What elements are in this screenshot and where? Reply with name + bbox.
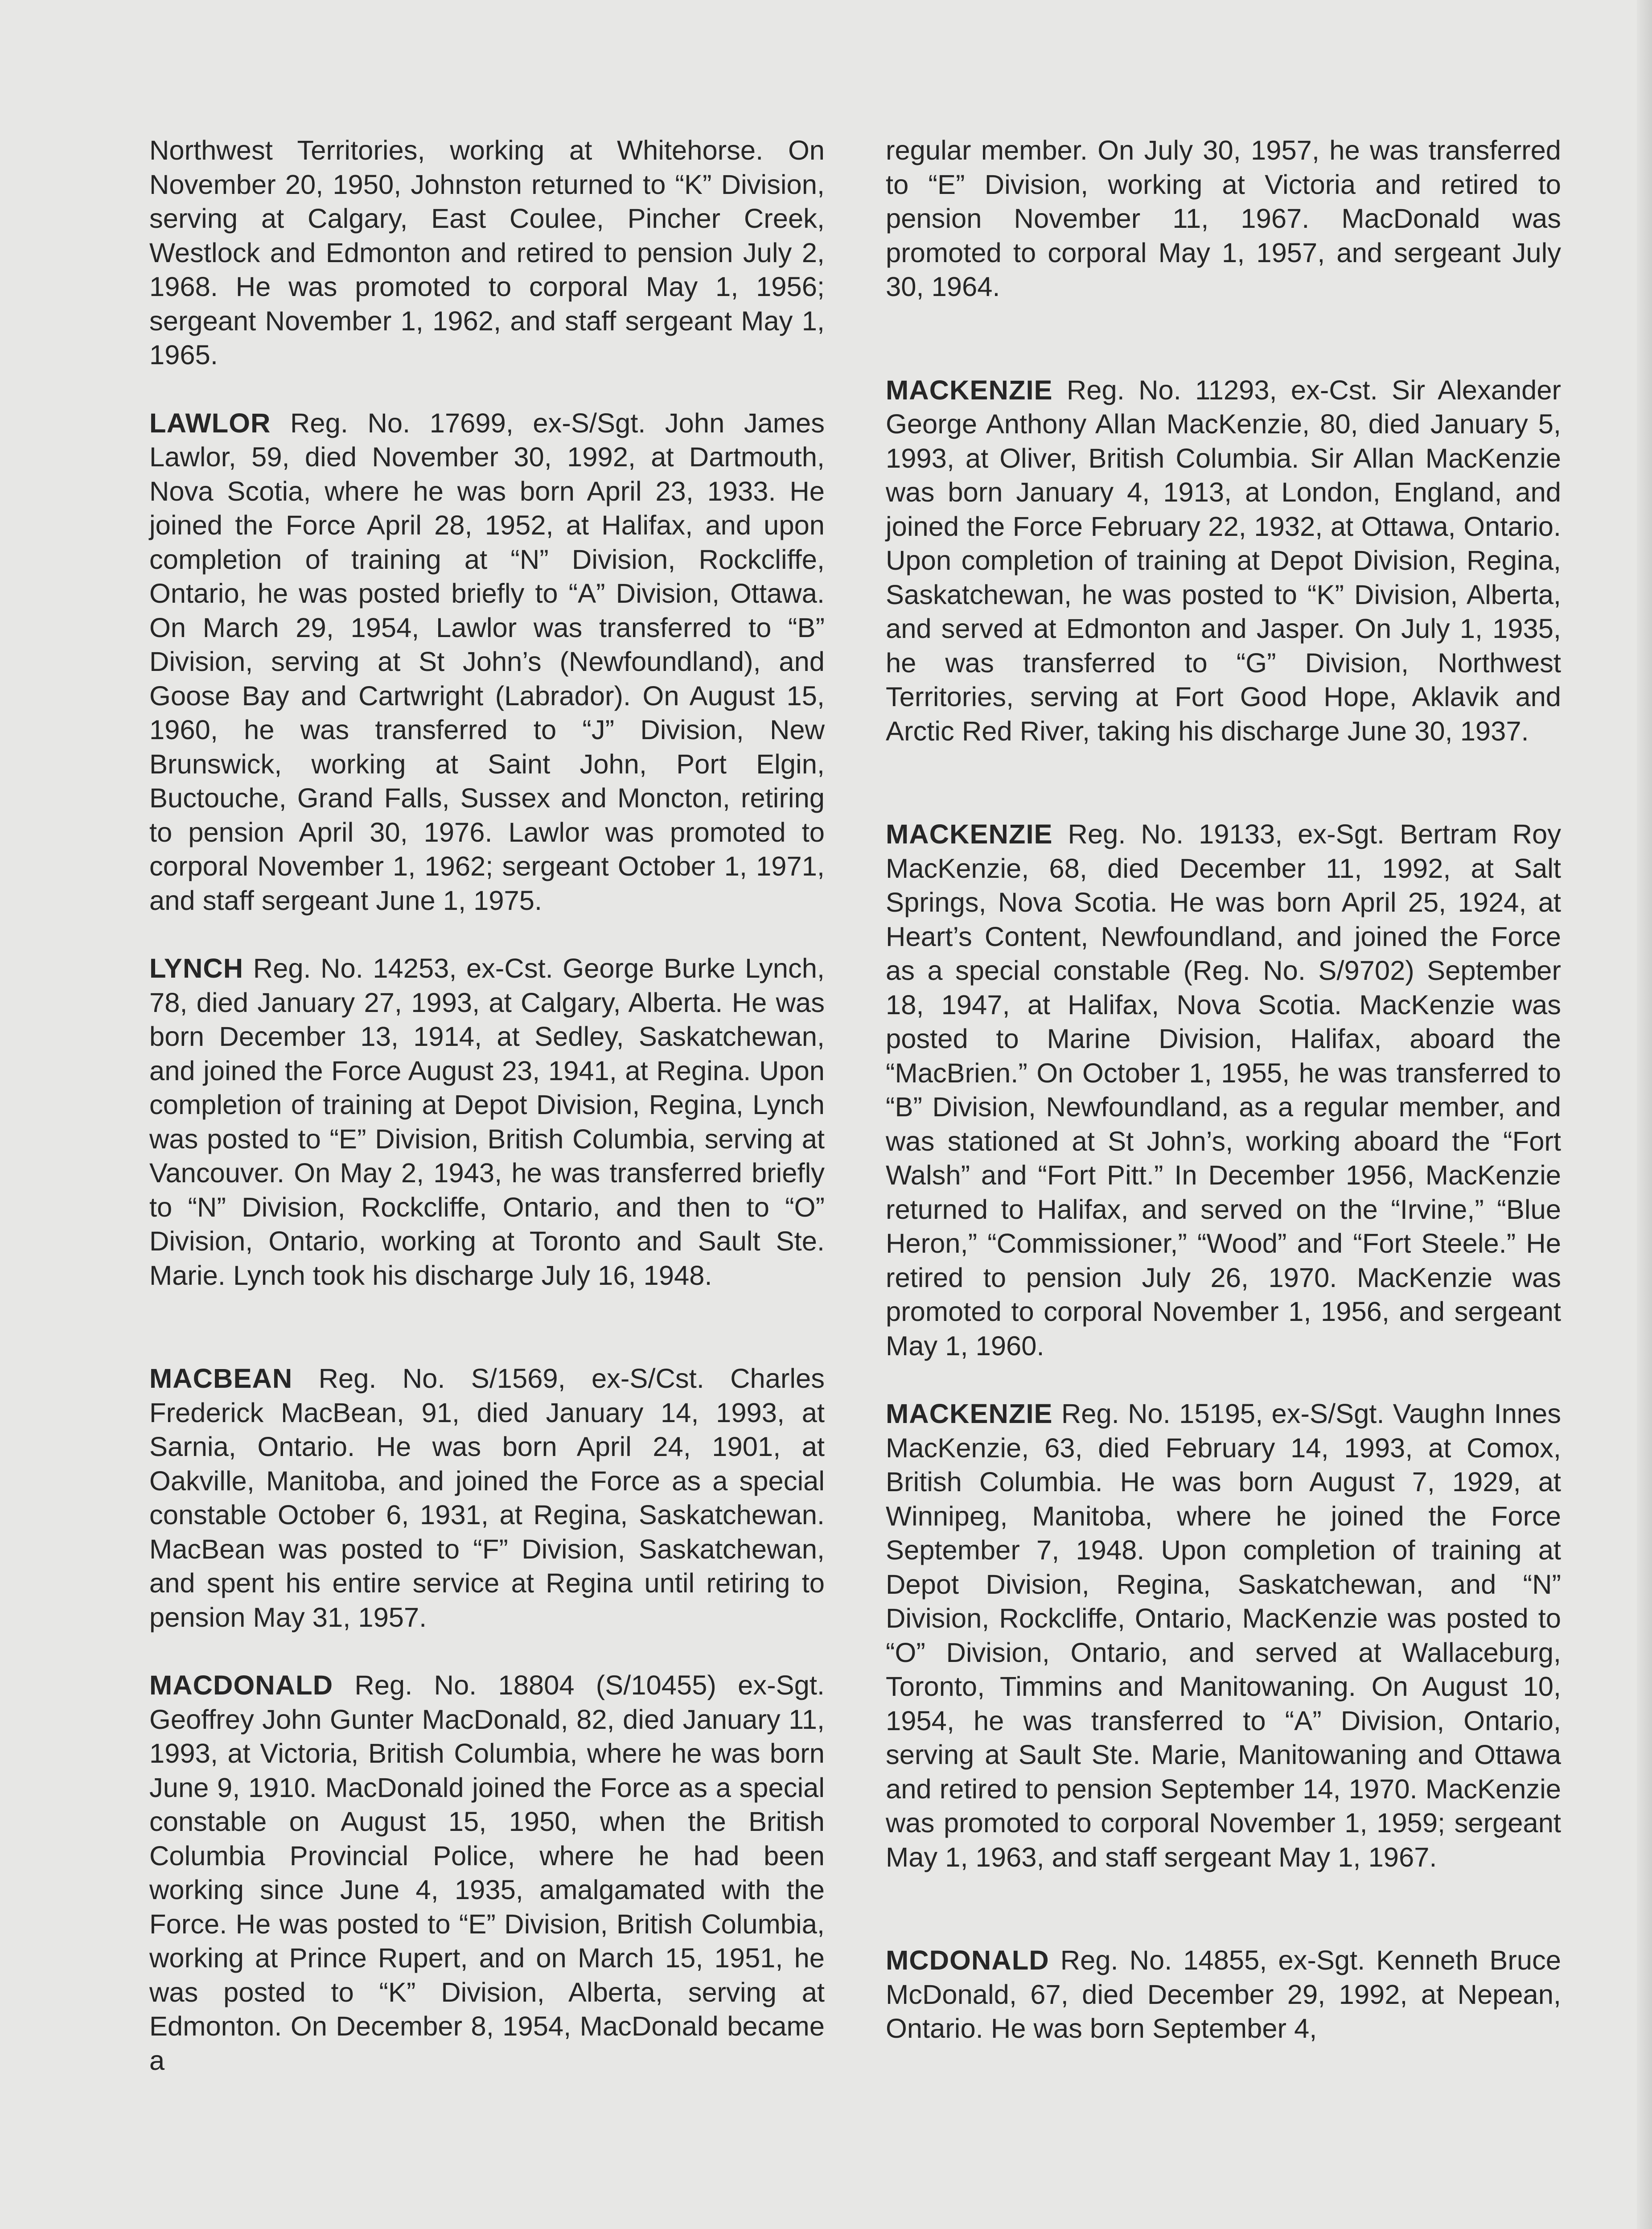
obituary-entry [149, 952, 825, 1293]
obituary-entry [149, 407, 825, 918]
entry-surname: MACKENZIE [886, 819, 1053, 850]
obituary-entry [886, 134, 1561, 304]
obituary-entry [149, 1669, 825, 2078]
entry-surname: MACDONALD [149, 1670, 333, 1701]
page-edge [1637, 0, 1652, 2229]
entry-surname: MACKENZIE [886, 1398, 1053, 1429]
entry-text: Reg. No. 17699, ex-S/Sgt. John James Lawlor, 59, died November 30, 1992, at Dartmouth, Nova Scotia, where he was born April 23, 1933. He joined the Force April 28, 1952, at Halifax, and upon completion of training at “N” Division, Rockcliffe, Ontario, he was posted briefly to “A” Division, Ottawa. On March 29, 1954, Lawlor was transferred to “B” Division, serving at St John’s (Newfoundland), and Goose Bay and Cartwright (Labrador). On August 15, 1960, he was transferred to “J” Division, New Brunswick, working at Saint John, Port Elgin, Buctouche, Grand Falls, Sussex and Moncton, retiring to pension April 30, 1976. Lawlor was promoted to corporal November 1, 1962; sergeant October 1, 1971, and staff sergeant June 1, 1975. [149, 407, 825, 916]
entry-surname: MCDONALD [886, 1945, 1049, 1976]
obituary-entry [886, 818, 1561, 1363]
obituary-entry [886, 374, 1561, 749]
entry-text: Reg. No. 14855, ex-Sgt. Kenneth Bruce McDonald, 67, died December 29, 1992, at Nepean, Ontario. He was born September 4, [886, 1945, 1561, 2044]
entry-text: Reg. No. 18804 (S/10455) ex-Sgt. Geoffrey John Gunter MacDonald, 82, died January 11, 1993, at Victoria, British Columbia, where he was born June 9, 1910. MacDonald joined the Force as a special constable on August 15, 1950, when the British Columbia Provincial Police, where he had been working since June 4, 1935, amalgamated with the Force. He was posted to “E” Division, British Columbia, working at Prince Rupert, and on March 15, 1951, he was posted to “K” Division, Alberta, serving at Edmonton. On December 8, 1954, MacDonald became a [149, 1670, 825, 2076]
obituary-entry [886, 1397, 1561, 1875]
entry-text: Reg. No. S/1569, ex-S/Cst. Charles Frederick MacBean, 91, died January 14, 1993, at Sarnia, Ontario. He was born April 24, 1901, at Oakville, Manitoba, and joined the Force as a special constable October 6, 1931, at Regina, Saskatchewan. MacBean was posted to “F” Division, Saskatchewan, and spent his entire service at Regina until retiring to pension May 31, 1957. [149, 1363, 825, 1633]
entry-surname: MACBEAN [149, 1363, 293, 1394]
right-column [886, 134, 1561, 2080]
entry-surname: MACKENZIE [886, 374, 1053, 406]
obituary-entry [149, 134, 825, 373]
entry-text: Northwest Territories, working at Whitehorse. On November 20, 1950, Johnston returned to “K” Division, serving at Calgary, East Coulee, Pincher Creek, Westlock and Edmonton and retired to pension July 2, 1968. He was promoted to corporal May 1, 1956; sergeant November 1, 1962, and staff sergeant May 1, 1965. [149, 135, 825, 370]
left-column [149, 134, 825, 2112]
entry-text: regular member. On July 30, 1957, he was transferred to “E” Division, working at Victoria and retired to pension November 11, 1967. MacDonald was promoted to corporal May 1, 1957, and sergeant July 30, 1964. [886, 135, 1561, 302]
entry-surname: LYNCH [149, 953, 244, 984]
entry-text: Reg. No. 19133, ex-Sgt. Bertram Roy MacKenzie, 68, died December 11, 1992, at Salt Springs, Nova Scotia. He was born April 25, 1924, at Heart’s Content, Newfoundland, and joined the Force as a special constable (Reg. No. S/9702) September 18, 1947, at Halifax, Nova Scotia. MacKenzie was posted to Marine Division, Halifax, aboard the “MacBrien.” On October 1, 1955, he was transferred to “B” Division, Newfoundland, as a regular member, and was stationed at St John’s, working aboard the “Fort Walsh” and “Fort Pitt.” In December 1956, MacKenzie returned to Halifax, and served on the “Irvine,” “Blue Heron,” “Commissioner,” “Wood” and “Fort Steele.” He retired to pension July 26, 1970. MacKenzie was promoted to corporal November 1, 1956, and sergeant May 1, 1960. [886, 819, 1561, 1361]
entry-text: Reg. No. 14253, ex-Cst. George Burke Lynch, 78, died January 27, 1993, at Calgary, Alberta. He was born December 13, 1914, at Sedley, Saskatchewan, and joined the Force August 23, 1941, at Regina. Upon completion of training at Depot Division, Regina, Lynch was posted to “E” Division, British Columbia, serving at Vancouver. On May 2, 1943, he was transferred briefly to “N” Division, Rockcliffe, Ontario, and then to “O” Division, Ontario, working at Toronto and Sault Ste. Marie. Lynch took his discharge July 16, 1948. [149, 953, 825, 1291]
entry-text: Reg. No. 11293, ex-Cst. Sir Alexander George Anthony Allan MacKenzie, 80, died January 5, 1993, at Oliver, British Columbia. Sir Allan MacKenzie was born January 4, 1913, at London, England, and joined the Force February 22, 1932, at Ottawa, Ontario. Upon completion of training at Depot Division, Regina, Saskatchewan, he was posted to “K” Division, Alberta, and served at Edmonton and Jasper. On July 1, 1935, he was transferred to “G” Division, Northwest Territories, serving at Fort Good Hope, Aklavik and Arctic Red River, taking his discharge June 30, 1937. [886, 374, 1561, 747]
entry-text: Reg. No. 15195, ex-S/Sgt. Vaughn Innes MacKenzie, 63, died February 14, 1993, at Comox, British Columbia. He was born August 7, 1929, at Winnipeg, Manitoba, where he joined the Force September 7, 1948. Upon completion of training at Depot Division, Regina, Saskatchewan, and “N” Division, Rockcliffe, Ontario, MacKenzie was posted to “O” Division, Ontario, and served at Wallaceburg, Toronto, Timmins and Manitowaning. On August 10, 1954, he was transferred to “A” Division, Ontario, serving at Sault Ste. Marie, Manitowaning and Ottawa and retired to pension September 14, 1970. MacKenzie was promoted to corporal November 1, 1959; sergeant May 1, 1963, and staff sergeant May 1, 1967. [886, 1398, 1561, 1873]
obituary-entry [149, 1362, 825, 1635]
obituary-entry [886, 1944, 1561, 2046]
entry-surname: LAWLOR [149, 407, 271, 439]
